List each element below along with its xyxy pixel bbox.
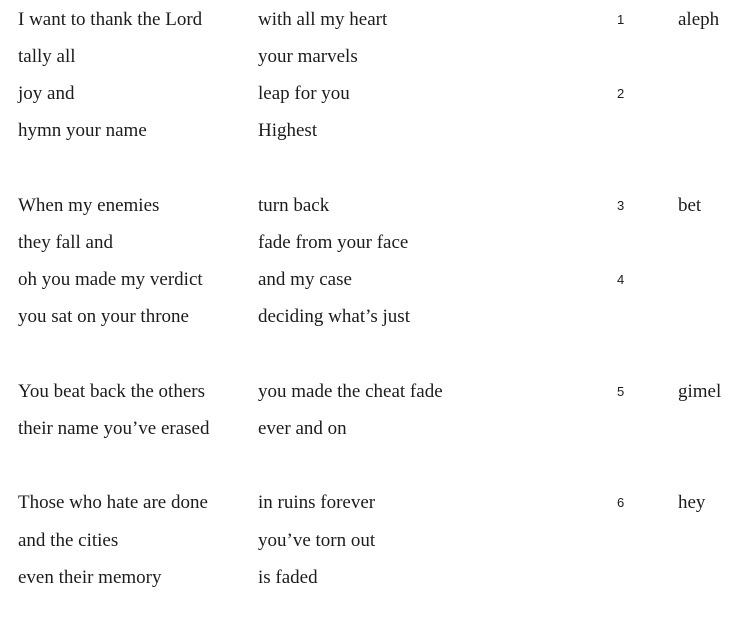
verse-number: 2: [617, 86, 625, 101]
verse-number: 6: [617, 495, 625, 510]
verse-line-first-half: You beat back the others: [18, 381, 205, 402]
verse-line-second-half: in ruins forever: [258, 492, 376, 513]
verse-number: 3: [617, 198, 625, 213]
stanza-hebrew-letter: aleph: [678, 9, 720, 30]
verse-line-second-half: your marvels: [258, 46, 358, 67]
stanza-hebrew-letter: gimel: [678, 381, 722, 402]
verse-line-second-half: deciding what’s just: [258, 306, 410, 327]
verse-number: 1: [617, 12, 625, 27]
verse-line-first-half: tally all: [18, 46, 76, 67]
verse-line-first-half: their name you’ve erased: [18, 418, 210, 439]
verse-number: 5: [617, 384, 625, 399]
verse-line-first-half: they fall and: [18, 232, 113, 253]
stanza-hebrew-letter: hey: [678, 492, 706, 513]
verse-line-first-half: you sat on your throne: [18, 306, 189, 327]
verse-line-first-half: joy and: [18, 83, 75, 104]
verse-line-first-half: hymn your name: [18, 120, 147, 141]
verse-line-second-half: is faded: [258, 567, 318, 588]
verse-line-second-half: Highest: [258, 120, 318, 141]
verse-line-second-half: fade from your face: [258, 232, 409, 253]
verse-line-first-half: I want to thank the Lord: [18, 9, 203, 30]
verse-line-second-half: and my case: [258, 269, 352, 290]
verse-line-second-half: with all my heart: [258, 9, 388, 30]
verse-line-second-half: ever and on: [258, 418, 347, 439]
verse-line-second-half: leap for you: [258, 83, 350, 104]
verse-number: 4: [617, 272, 625, 287]
verse-line-first-half: even their memory: [18, 567, 162, 588]
verse-line-first-half: Those who hate are done: [18, 492, 208, 513]
verse-line-first-half: and the cities: [18, 530, 119, 551]
stanza-hebrew-letter: bet: [678, 195, 702, 216]
verse-line-second-half: turn back: [258, 195, 330, 216]
verse-line-second-half: you made the cheat fade: [258, 381, 443, 402]
verse-line-second-half: you’ve torn out: [258, 530, 376, 551]
verse-line-first-half: When my enemies: [18, 195, 160, 216]
verse-line-first-half: oh you made my verdict: [18, 269, 203, 290]
